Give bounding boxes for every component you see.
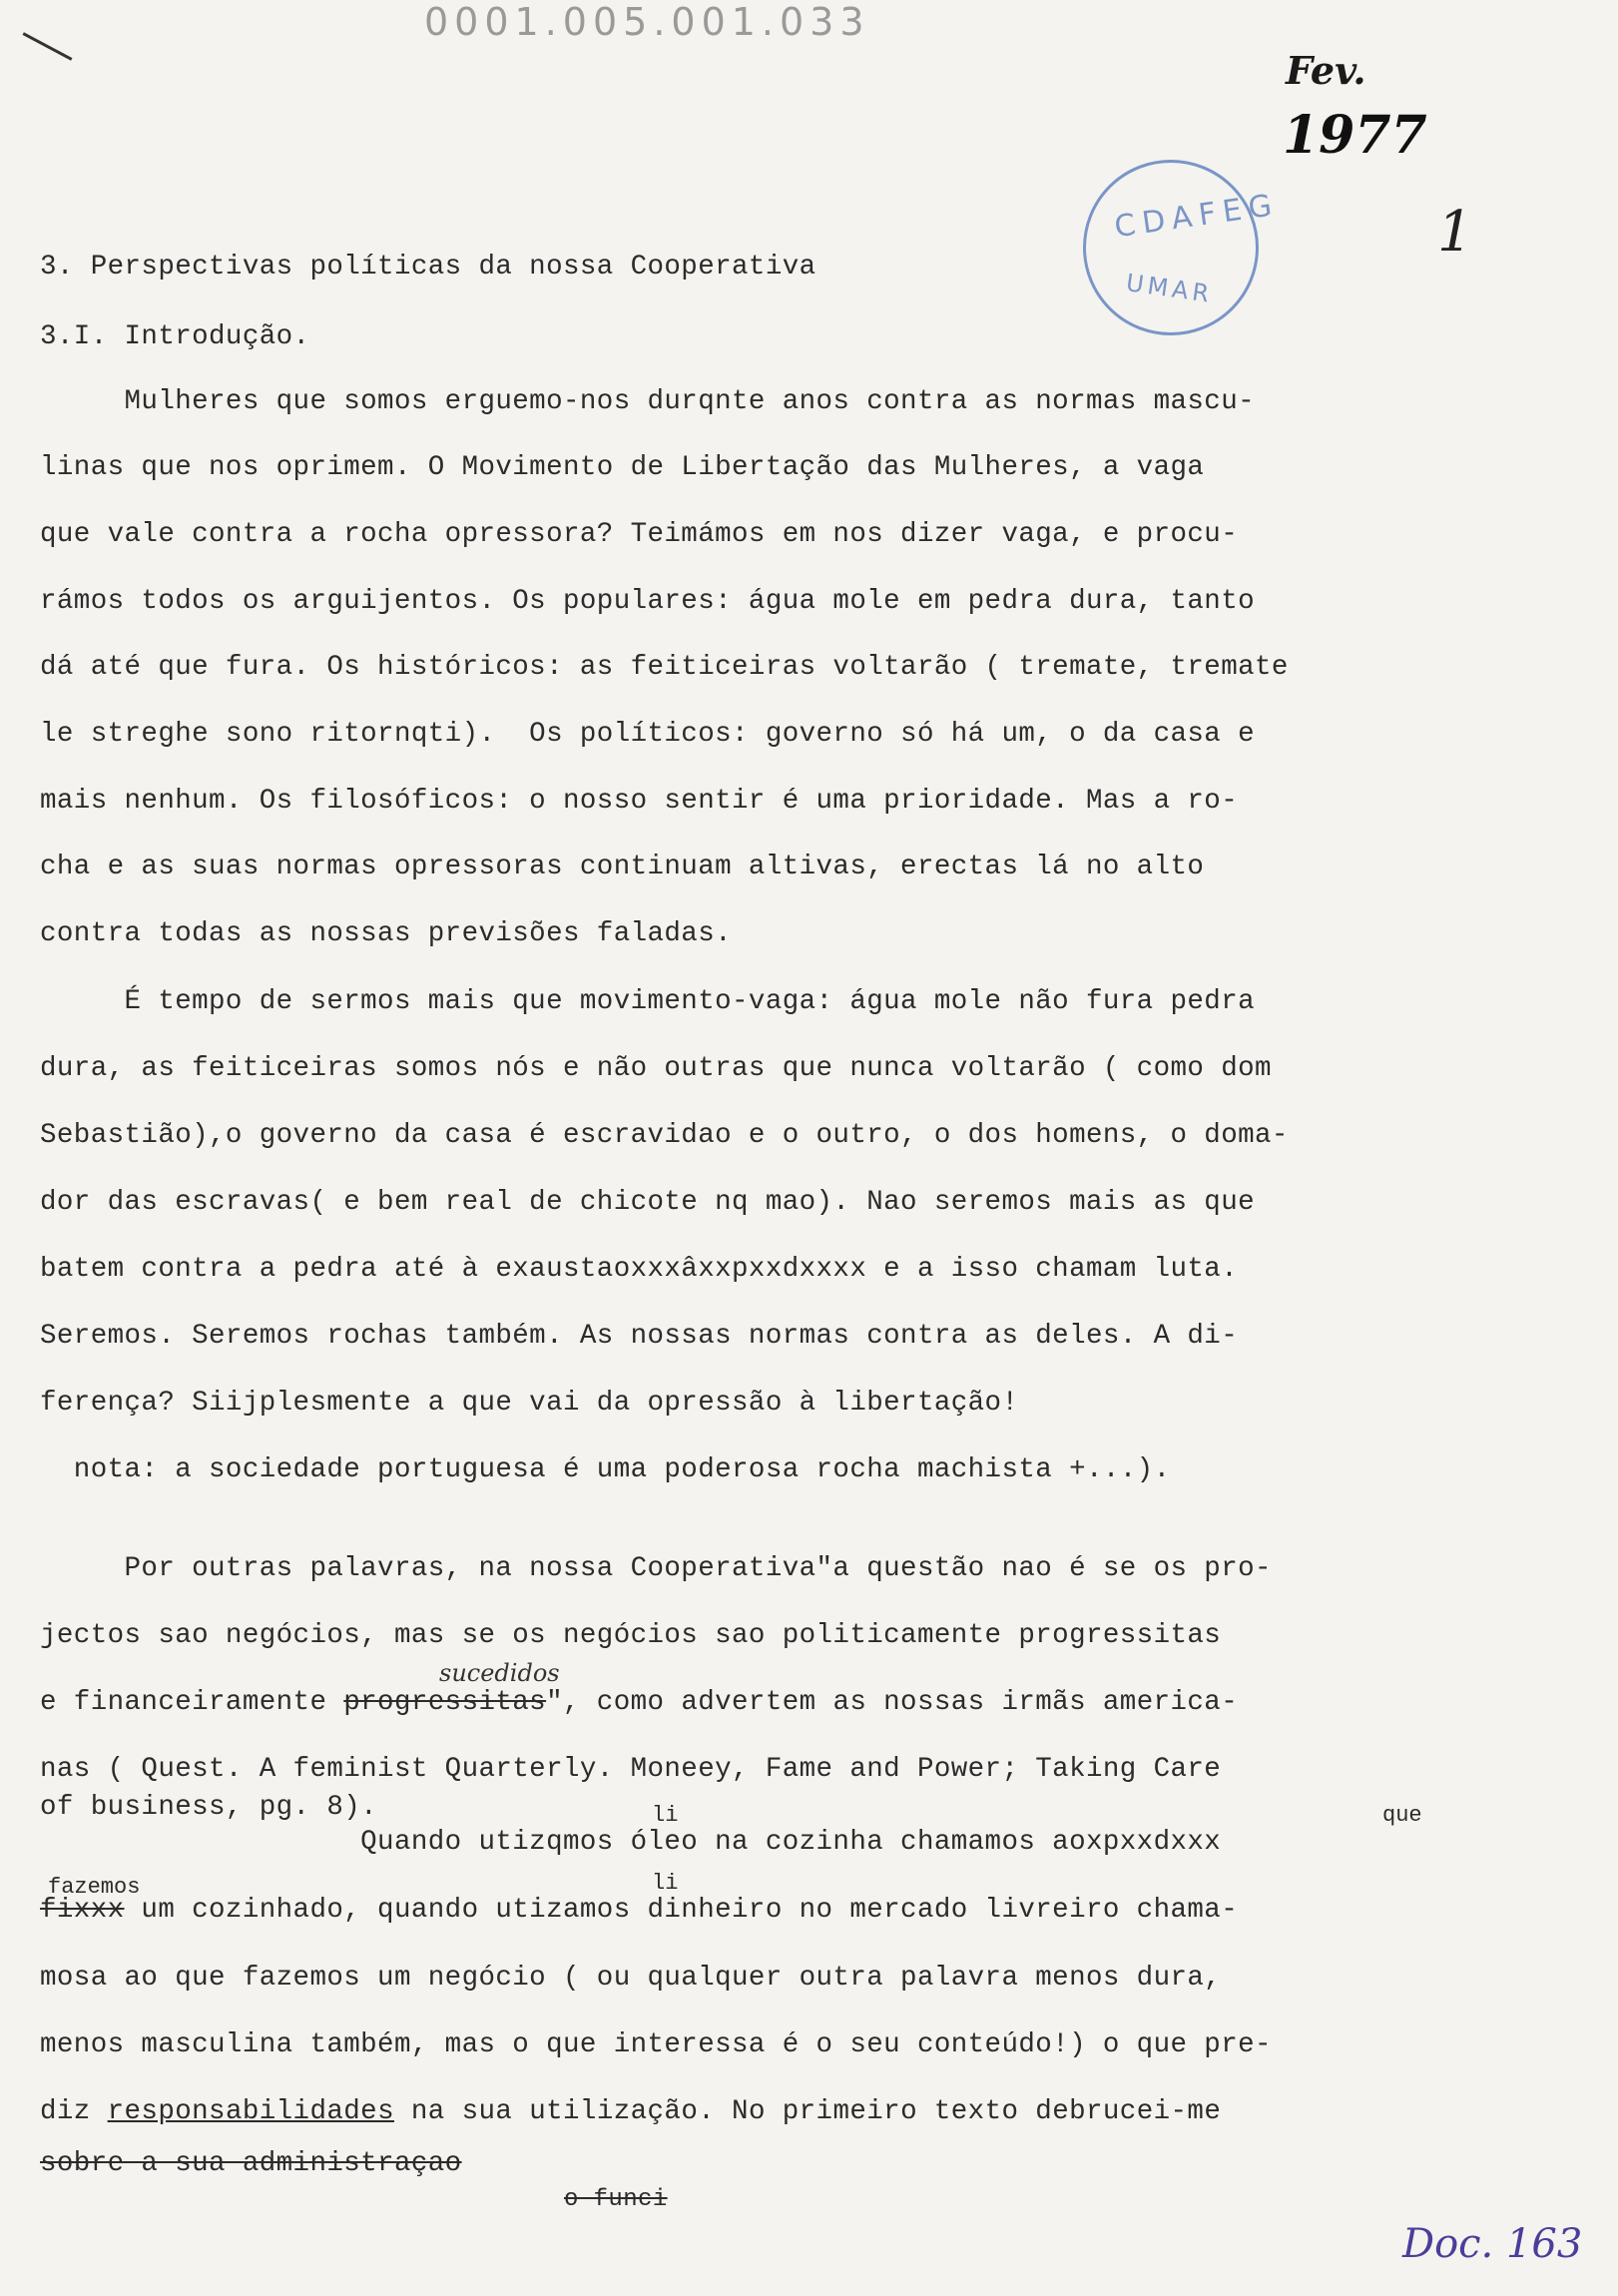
body-line: e financeiramente progressitas", como advertem as nossas irmãs america- — [40, 1687, 1239, 1718]
handwritten-date-month: Fev. — [1286, 48, 1366, 93]
underlined-word: responsabilidades — [107, 2096, 394, 2127]
body-line: Sebastião),o governo da casa é escravidao e o outro, o dos homens, o doma- — [40, 1120, 1289, 1151]
struck-word: fixxx — [40, 1895, 125, 1926]
struck-word: progressitas — [343, 1687, 547, 1718]
body-line: diz responsabilidades na sua utilização. No primeiro texto debrucei-me — [40, 2096, 1222, 2127]
stamp-bottom-text: UMAR — [1124, 269, 1215, 308]
typed-insert: li — [652, 1803, 679, 1828]
body-line: ferença? Siijplesmente a que vai da opressão à libertação! — [40, 1388, 1019, 1419]
body-line: linas que nos oprimem. O Movimento de Libertação das Mulheres, a vaga — [40, 452, 1205, 483]
body-line: dor das escravas( e bem real de chicote nq mao). Nao seremos mais as que — [40, 1187, 1255, 1218]
body-line: Seremos. Seremos rochas também. As nossas normas contra as deles. A di- — [40, 1321, 1239, 1352]
body-line: fixxx um cozinhado, quando utizamos dinheiro no mercado livreiro chama- — [40, 1895, 1239, 1926]
typed-insert: que — [1382, 1803, 1422, 1828]
subsection-heading: 3.I. Introdução. — [40, 321, 310, 352]
struck-line: o funci — [564, 2186, 668, 2213]
handwritten-doc-number: Doc. 163 — [1402, 2221, 1583, 2267]
handwritten-page-number: 1 — [1437, 200, 1473, 265]
archive-code: 0001.005.001.033 — [424, 0, 870, 44]
body-line: dá até que fura. Os históricos: as feiticeiras voltarão ( tremate, tremate — [40, 652, 1289, 683]
body-line: menos masculina também, mas o que interessa é o seu conteúdo!) o que pre- — [40, 2029, 1272, 2060]
corner-pen-mark — [23, 32, 73, 60]
body-line: le streghe sono ritornqti). Os políticos: governo só há um, o da casa e — [40, 719, 1255, 750]
body-line: mosa ao que fazemos um negócio ( ou qualquer outra palavra menos dura, — [40, 1963, 1222, 1994]
body-line: of business, pg. 8). — [40, 1792, 378, 1823]
handwritten-date-year: 1977 — [1283, 105, 1427, 166]
body-line: nas ( Quest. A feminist Quarterly. Moneey, Fame and Power; Taking Care — [40, 1754, 1222, 1785]
stamp-top-text: CDAFEG — [1112, 187, 1282, 246]
handwritten-insert: sucedidos — [439, 1659, 560, 1687]
body-line: batem contra a pedra até à exaustaoxxxâxxpxxdxxxx e a isso chamam luta. — [40, 1254, 1239, 1285]
body-line: Por outras palavras, na nossa Cooperativa"a questão nao é se os pro- — [40, 1553, 1272, 1584]
body-line: contra todas as nossas previsões faladas. — [40, 918, 733, 949]
note-line: nota: a sociedade portuguesa é uma poderosa rocha machista +...). — [40, 1454, 1171, 1485]
typed-insert: fazemos — [48, 1875, 141, 1900]
typed-insert: li — [652, 1871, 679, 1896]
body-line: rámos todos os arguijentos. Os populares: água mole em pedra dura, tanto — [40, 586, 1255, 617]
struck-line: sobre a sua administraçao — [40, 2148, 462, 2179]
archive-stamp — [1083, 160, 1282, 335]
body-line: Mulheres que somos erguemo-nos durqnte anos contra as normas mascu- — [40, 386, 1255, 417]
section-heading: 3. Perspectivas políticas da nossa Cooperativa — [40, 252, 816, 283]
body-line: que vale contra a rocha opressora? Teimámos em nos dizer vaga, e procu- — [40, 519, 1239, 550]
body-line: dura, as feiticeiras somos nós e não outras que nunca voltarão ( como dom — [40, 1053, 1272, 1084]
body-line: cha e as suas normas opressoras continuam altivas, erectas lá no alto — [40, 852, 1205, 882]
body-line: Quando utizqmos óleo na cozinha chamamos aoxpxxdxxx — [40, 1827, 1222, 1858]
body-line: jectos sao negócios, mas se os negócios sao politicamente progressitas — [40, 1620, 1222, 1651]
body-line: É tempo de sermos mais que movimento-vaga: água mole não fura pedra — [40, 986, 1255, 1017]
body-line: mais nenhum. Os filosóficos: o nosso sentir é uma prioridade. Mas a ro- — [40, 786, 1239, 817]
